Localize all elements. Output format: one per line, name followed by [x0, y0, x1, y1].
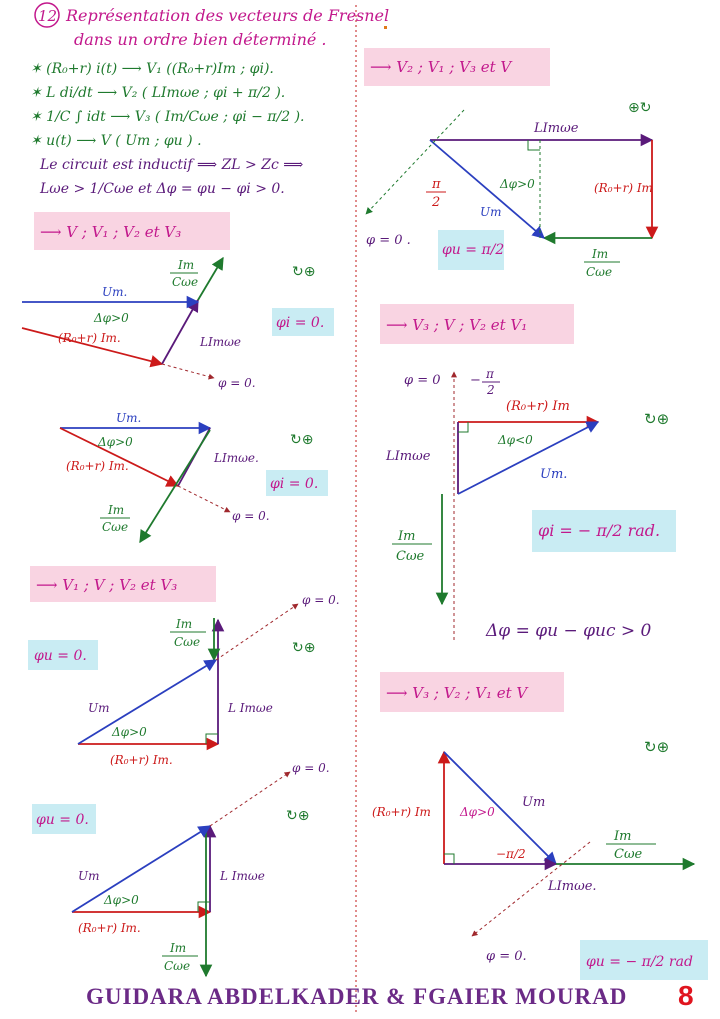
- label-dphi-1: Δφ>0: [94, 311, 129, 325]
- label-c-den-7: Cωe: [614, 847, 643, 862]
- label-pi2-num-5: π: [432, 177, 441, 192]
- label-dphi-7: Δφ>0: [460, 805, 495, 819]
- label-c-den-1: Cωe: [172, 275, 199, 289]
- label-l-6: LImωe: [386, 449, 431, 464]
- label-l-4: L Imωe: [220, 869, 265, 883]
- label-dphi-4: Δφ>0: [104, 893, 139, 907]
- phase-note-2: φi = 0.: [270, 476, 319, 492]
- right-angle-3: [206, 734, 218, 744]
- label-l-3: L Imωe: [228, 701, 273, 715]
- top-marker: [384, 26, 387, 29]
- diagram-5: [364, 48, 653, 279]
- label-pi-den-6: 2: [487, 383, 495, 397]
- intro-line-6: Lωe > 1/Cωe et Δφ = φu − φi > 0.: [40, 181, 285, 197]
- header: [35, 3, 389, 49]
- label-phi-4: φ = 0.: [292, 761, 330, 775]
- phi-axis-2: [178, 486, 230, 512]
- label-r-3: (R₀+r) Im.: [110, 753, 173, 767]
- intro-line-3: ✶ 1/C ∫ idt ⟶ V₃ ( Im/Cωe ; φi − π/2 ).: [30, 109, 305, 125]
- label-l-2: LImωe.: [214, 451, 259, 465]
- page-number: 8: [678, 980, 694, 1011]
- rotation-sense-4: ↻⊕: [286, 808, 310, 824]
- right-angle-7: [444, 854, 454, 864]
- label-minus-6: −: [470, 373, 481, 388]
- right-angle-6: [458, 422, 468, 432]
- label-um-5: Um: [480, 205, 502, 219]
- phase-note-5: φu = π/2: [442, 242, 505, 258]
- label-c-den-3: Cωe: [174, 635, 201, 649]
- label-c-num-2: Im: [108, 503, 125, 517]
- label-dphi-5: Δφ>0: [500, 177, 535, 191]
- label-phi-1: φ = 0.: [218, 376, 256, 390]
- phi-axis-5: [366, 110, 464, 214]
- label-r-1: (R₀+r) Im.: [58, 331, 121, 345]
- phi-axis-4: [210, 772, 290, 826]
- label-phi-6: φ = 0: [404, 373, 441, 388]
- authors: GUIDARA ABDELKADER & FGAIER MOURAD: [86, 984, 628, 1009]
- vector-c-1: [198, 258, 223, 300]
- header-title-line1: Représentation des vecteurs de Fresnel: [66, 6, 390, 25]
- label-phi-3: φ = 0.: [302, 593, 340, 607]
- rotation-sense-3: ↻⊕: [292, 640, 316, 656]
- rotation-sense-7: ↻⊕: [644, 738, 670, 756]
- diagram-2: [60, 411, 328, 542]
- phase-note-1: φi = 0.: [276, 315, 325, 331]
- label-c-den-5: Cωe: [586, 265, 613, 279]
- phase-note-3: φu = 0.: [34, 648, 87, 664]
- label-l-5: LImωe: [534, 121, 579, 136]
- formula-6: Δφ = φu − φuc > 0: [486, 621, 652, 641]
- intro-line-2: ✶ L di/dt ⟶ V₂ ( LImωe ; φi + π/2 ).: [30, 85, 286, 101]
- label-um-7: Um: [522, 795, 546, 810]
- label-pi-7: −π/2: [496, 847, 526, 861]
- label-um-6: Um.: [540, 467, 568, 482]
- phase-note-7: φu = − π/2 rad: [586, 954, 693, 970]
- phi-axis-1: [162, 364, 214, 378]
- label-um-4: Um: [78, 869, 100, 883]
- label-phi-7: φ = 0.: [486, 949, 527, 964]
- rotation-sense-5: ⊕↻: [628, 100, 652, 116]
- label-dphi-2: Δφ>0: [98, 435, 133, 449]
- label-c-num-1: Im: [178, 258, 195, 272]
- intro-line-4: ✶ u(t) ⟶ V ( Um ; φu ) .: [30, 133, 202, 149]
- header-title-line2: dans un ordre bien déterminé .: [74, 30, 327, 49]
- label-dphi-3: Δφ>0: [112, 725, 147, 739]
- label-c-num-5: Im: [592, 247, 609, 261]
- label-um-1: Um.: [102, 285, 128, 299]
- vector-l-1: [162, 300, 198, 364]
- intro-lines: [30, 61, 304, 197]
- label-pi2-den-5: 2: [432, 195, 441, 210]
- diagram-1: [22, 212, 334, 390]
- label-c-num-3: Im: [176, 617, 193, 631]
- vector-c-2: [140, 430, 210, 542]
- phase-note-4: φu = 0.: [36, 812, 89, 828]
- label-phi-5: φ = 0 .: [366, 233, 411, 248]
- label-c-num-4: Im: [170, 941, 187, 955]
- section-number: 12: [38, 7, 58, 25]
- phi-axis-3: [216, 604, 298, 660]
- rotation-sense-6: ↻⊕: [644, 410, 670, 428]
- phase-note-6: φi = − π/2 rad.: [538, 521, 661, 540]
- order-label-1: ⟶ V ; V₁ ; V₂ et V₃: [40, 223, 182, 241]
- label-dphi-6: Δφ<0: [498, 433, 533, 447]
- label-r-7: (R₀+r) Im: [372, 805, 431, 819]
- page-footer: [0, 980, 720, 1016]
- order-label-3: ⟶ V₁ ; V ; V₂ et V₃: [36, 576, 178, 594]
- diagram-6: [380, 304, 676, 641]
- label-c-den-6: Cωe: [396, 549, 425, 564]
- order-label-6: ⟶ V₃ ; V ; V₂ et V₁: [386, 316, 528, 334]
- right-angle-5: [528, 140, 540, 150]
- intro-line-5: Le circuit est inductif ⟹ ZL > Zc ⟹: [40, 157, 304, 173]
- intro-line-1: ✶ (R₀+r) i(t) ⟶ V₁ ((R₀+r)Im ; φi).: [30, 61, 274, 77]
- label-um-3: Um: [88, 701, 110, 715]
- right-angle-4: [198, 902, 210, 912]
- diagram-3: [28, 566, 340, 767]
- diagram-4: [32, 761, 330, 976]
- label-c-num-7: Im: [614, 829, 632, 844]
- rotation-sense-1: ↻⊕: [292, 264, 316, 280]
- order-label-5: ⟶ V₂ ; V₁ ; V₃ et V: [370, 58, 512, 76]
- label-c-num-6: Im: [398, 529, 416, 544]
- label-c-den-2: Cωe: [102, 520, 129, 534]
- label-c-den-4: Cωe: [164, 959, 191, 973]
- label-l-7: LImωe.: [548, 879, 597, 894]
- rotation-sense-2: ↻⊕: [290, 432, 314, 448]
- label-r-5: (R₀+r) Im: [594, 181, 653, 195]
- label-phi-2: φ = 0.: [232, 509, 270, 523]
- label-pi-num-6: π: [486, 367, 494, 381]
- diagram-7: [372, 672, 708, 980]
- order-label-7: ⟶ V₃ ; V₂ ; V₁ et V: [386, 684, 528, 702]
- label-r-2: (R₀+r) Im.: [66, 459, 129, 473]
- label-r-6: (R₀+r) Im: [506, 399, 570, 414]
- label-um-2: Um.: [116, 411, 142, 425]
- label-r-4: (R₀+r) Im.: [78, 921, 141, 935]
- label-l-1: LImωe: [200, 335, 241, 349]
